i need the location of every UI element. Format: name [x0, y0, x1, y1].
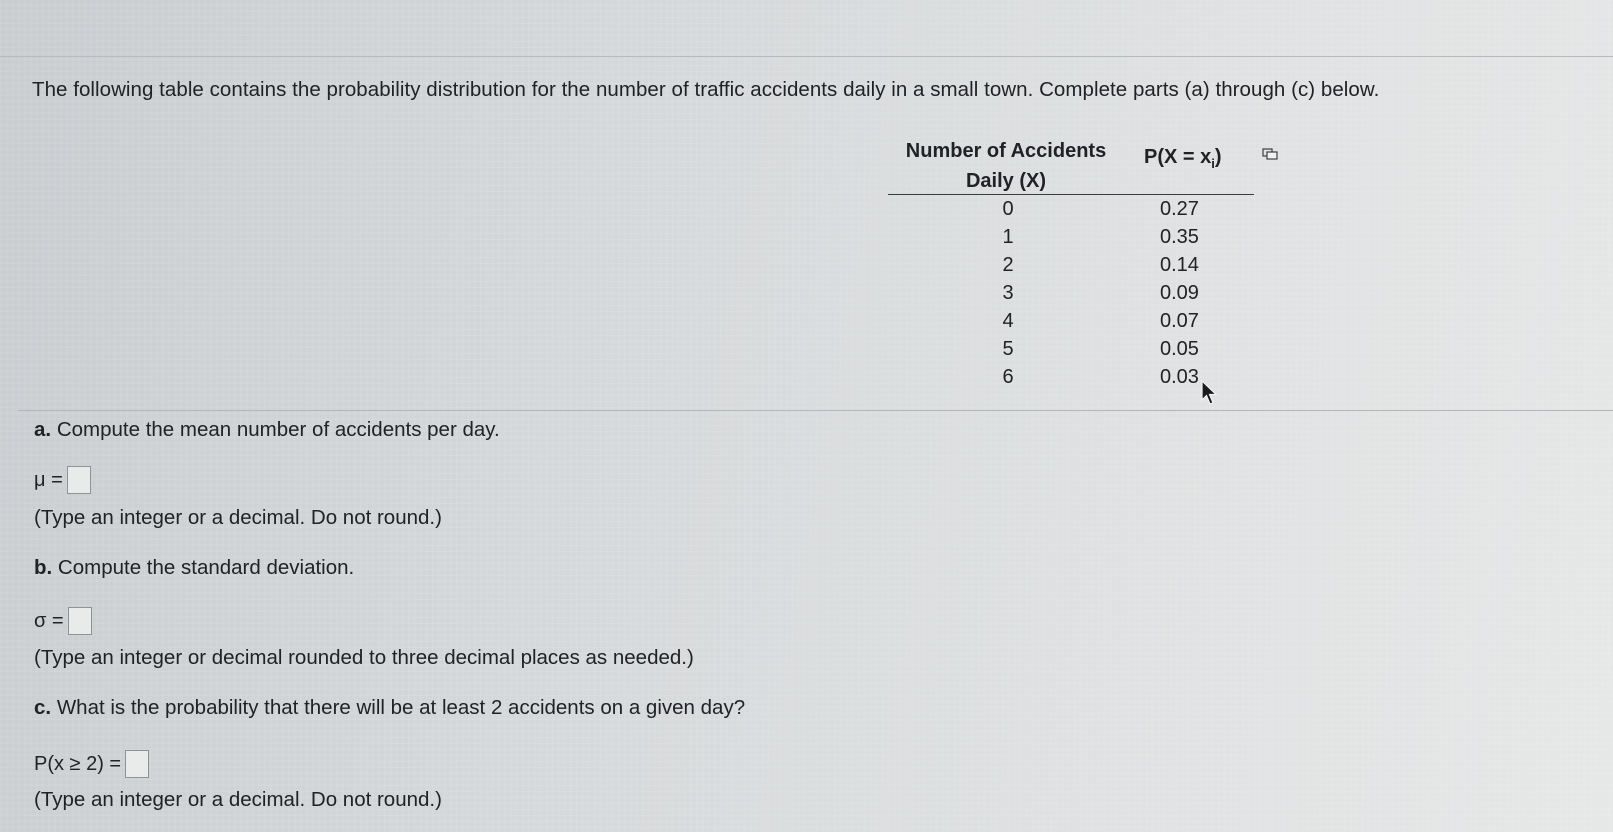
part-b-hint: (Type an integer or decimal rounded to three decimal places as needed.) [34, 646, 694, 669]
part-c-question [34, 696, 745, 720]
table-row [888, 198, 1254, 226]
column-header-accidents-line1: Number of Accidents [905, 140, 1107, 162]
table-header-rule [888, 194, 1254, 195]
column-header-accidents-line2: Daily (X) [965, 170, 1047, 192]
cell-probability: 0.09 [1160, 282, 1199, 304]
table-row [888, 338, 1254, 366]
cell-accidents: 2 [1002, 254, 1014, 276]
cell-probability: 0.35 [1160, 226, 1199, 248]
part-a-letter: a. [34, 418, 52, 441]
std-dev-symbol: σ = [34, 609, 64, 632]
table-row [888, 282, 1254, 310]
part-c-letter: c. [34, 696, 52, 719]
part-a-text: Compute the mean number of accidents per day. [56, 418, 500, 441]
section-divider [18, 410, 1613, 411]
cell-accidents: 6 [1002, 366, 1014, 388]
part-b-question [34, 556, 354, 580]
mean-answer-input[interactable] [67, 466, 91, 494]
probability-symbol: P(x ≥ 2) = [34, 752, 122, 775]
cell-accidents: 1 [1002, 226, 1014, 248]
cell-accidents: 5 [1002, 338, 1014, 360]
part-b-letter: b. [34, 556, 53, 579]
cell-accidents: 4 [1002, 310, 1014, 332]
table-row [888, 310, 1254, 338]
probability-answer-line [34, 750, 149, 778]
column-header-probability-subscript: i [1211, 156, 1215, 171]
part-a-question [34, 418, 500, 442]
mouse-pointer-icon [1201, 380, 1219, 406]
column-header-probability-close: ) [1214, 146, 1222, 168]
table-row [888, 254, 1254, 282]
part-c-text: What is the probability that there will be at least 2 accidents on a given day? [56, 696, 746, 719]
copy-table-icon[interactable] [1262, 148, 1278, 160]
std-dev-answer-line [34, 607, 92, 635]
top-divider [0, 56, 1613, 57]
cell-probability: 0.03 [1160, 366, 1199, 388]
part-a-hint: (Type an integer or a decimal. Do not round.) [34, 506, 442, 529]
mean-answer-line [34, 466, 91, 494]
column-header-probability-main: P(X = x [1144, 146, 1212, 168]
part-c-hint: (Type an integer or a decimal. Do not round.) [34, 788, 442, 811]
mean-symbol: μ = [34, 468, 63, 491]
column-header-accidents [888, 136, 1124, 196]
cell-probability: 0.05 [1160, 338, 1199, 360]
cell-probability: 0.27 [1160, 198, 1199, 220]
table-row [888, 226, 1254, 254]
part-b-text: Compute the standard deviation. [57, 556, 355, 579]
cell-accidents: 3 [1002, 282, 1014, 304]
cell-probability: 0.14 [1160, 254, 1199, 276]
cell-accidents: 0 [1002, 198, 1014, 220]
table-row [888, 366, 1254, 394]
probability-answer-input[interactable] [125, 750, 149, 778]
cell-probability: 0.07 [1160, 310, 1199, 332]
problem-statement: The following table contains the probability distribution for the number of traffic accidents daily in a small town. Complete parts (a) through (c) below. [32, 78, 1380, 101]
std-dev-answer-input[interactable] [68, 607, 92, 635]
column-header-probability [1144, 146, 1222, 171]
